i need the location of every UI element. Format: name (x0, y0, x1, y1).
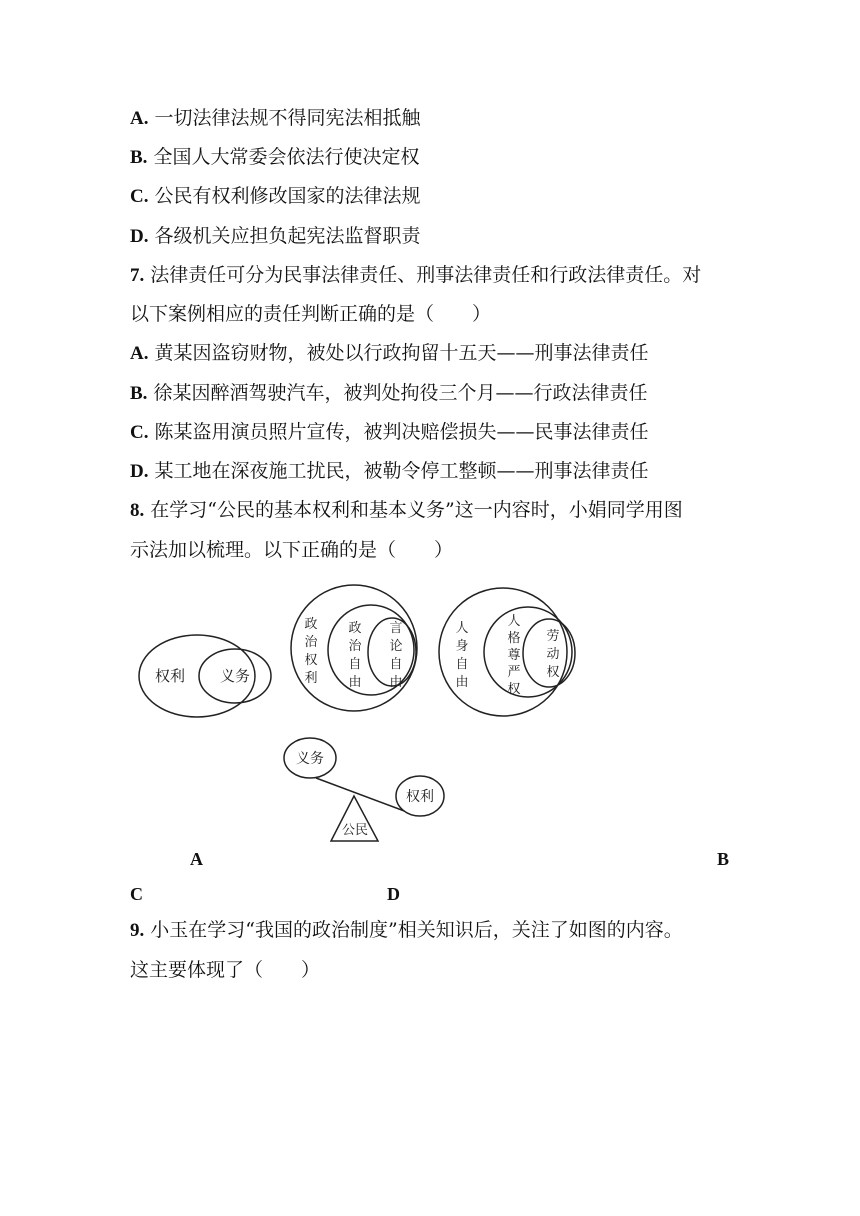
diagram-d (284, 738, 444, 841)
q7-option-b: B. 徐某因醉酒驾驶汽车，被判处拘役三个月——行政法律责任 (130, 382, 648, 404)
q7-option-c: C. 陈某盗用演员照片宣传，被判决赔偿损失——民事法律责任 (130, 421, 649, 443)
q7-stem-line1: 7. 法律责任可分为民事法律责任、刑事法律责任和行政法律责任。对 (130, 264, 702, 286)
q6-option-c: C. 公民有权利修改国家的法律法规 (130, 185, 421, 207)
q9-stem-line2: 这主要体现了（ ） (130, 959, 321, 981)
q6-option-b: B. 全国人大常委会依法行使决定权 (130, 146, 420, 168)
diagram-d-fulcrum-label: 公民 (341, 823, 369, 838)
q7-option-a: A. 黄某因盗窃财物，被处以行政拘留十五天——刑事法律责任 (130, 342, 649, 364)
q7-option-d: D. 某工地在深夜施工扰民，被勒令停工整顿——刑事法律责任 (130, 460, 649, 482)
diagram-b-middle-label: 政治自由 (348, 621, 362, 690)
diagram-b-inner-label: 言论自由 (389, 621, 403, 690)
diagram-b-outer-label: 政治权利 (304, 617, 318, 686)
diagram-label-c: C (130, 884, 143, 904)
diagram-d-lever (316, 778, 407, 812)
q8-stem-line1: 8. 在学习“公民的基本权利和基本义务”这一内容时，小娟同学用图 (130, 499, 683, 521)
diagram-c-outer-label: 人身自由 (455, 621, 469, 690)
diagram-c (439, 588, 575, 716)
q9-stem-line1: 9. 小玉在学习“我国的政治制度”相关知识后，关注了如图的内容。 (130, 919, 683, 941)
diagram-d-right-label: 权利 (406, 789, 434, 805)
diagram-a (139, 635, 271, 717)
q8-diagrams (0, 580, 860, 880)
q7-stem-line2: 以下案例相应的责任判断正确的是（ ） (130, 303, 492, 325)
q6-option-d: D. 各级机关应担负起宪法监督职责 (130, 225, 421, 247)
diagram-label-b: B (717, 849, 730, 869)
diagram-a-outer-label: 权利 (154, 667, 186, 685)
diagram-c-inner-label: 劳动权 (546, 629, 560, 680)
q6-option-a: A. 一切法律法规不得同宪法相抵触 (130, 107, 421, 129)
diagram-label-d: D (387, 884, 400, 904)
diagram-label-a: A (190, 849, 203, 869)
diagram-d-top-label: 义务 (296, 751, 324, 767)
diagram-c-middle-label: 人格尊严权 (507, 614, 521, 697)
diagram-a-inner-label: 义务 (219, 667, 251, 685)
q8-stem-line2: 示法加以梳理。以下正确的是（ ） (130, 539, 454, 561)
diagram-b (291, 585, 417, 711)
